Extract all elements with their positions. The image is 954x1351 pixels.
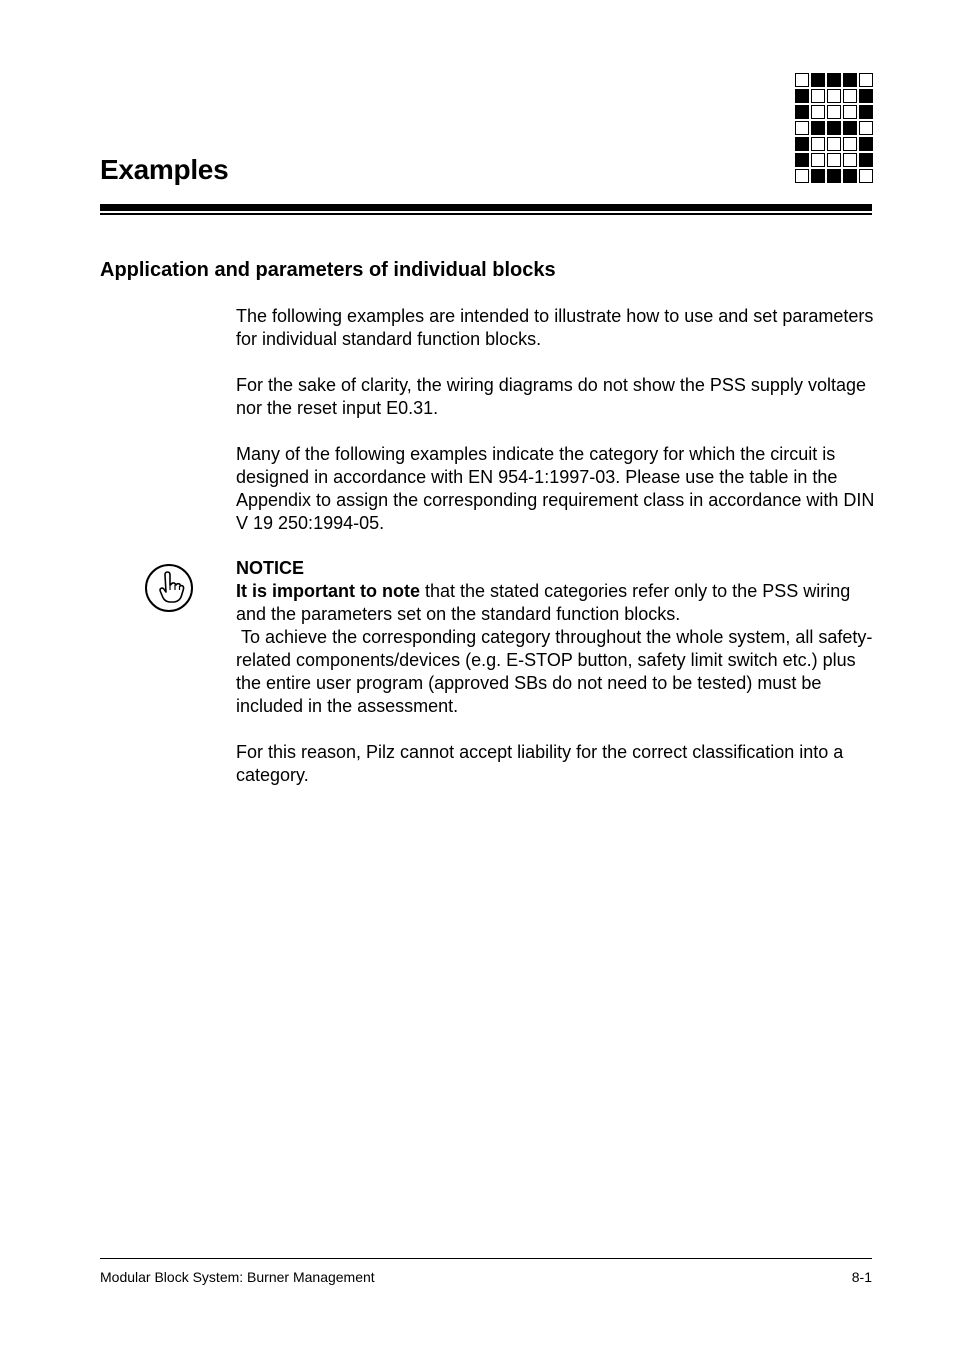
logo-cell <box>811 153 825 167</box>
notice-lead-rest: that the stated categories refer only to the PSS wiring and the parameters set on the standard function blocks. <box>236 581 851 624</box>
logo-cell <box>811 121 825 135</box>
notice-title: NOTICE <box>236 558 305 578</box>
logo-cell <box>795 121 809 135</box>
notice-block <box>236 557 876 787</box>
notice-detail: To achieve the corresponding category throughout the whole system, all safety-related components/devices (e.g. E-STOP button, safety limit switch etc.) plus the entire user program (approved SBs do not need to be tested) must be included in the assessment. <box>236 627 873 716</box>
logo-cell <box>843 121 857 135</box>
logo-cell <box>811 89 825 103</box>
chapter-logo-grid <box>795 73 875 184</box>
logo-cell <box>843 137 857 151</box>
logo-cell <box>827 137 841 151</box>
title-rule-thick <box>100 204 872 211</box>
logo-cell <box>811 137 825 151</box>
logo-cell <box>811 105 825 119</box>
logo-cell <box>795 89 809 103</box>
page-title: Examples <box>100 154 229 185</box>
logo-cell <box>827 89 841 103</box>
logo-cell <box>843 169 857 183</box>
logo-cell <box>859 137 873 151</box>
logo-cell <box>843 105 857 119</box>
logo-cell <box>859 153 873 167</box>
notice-lead-bold: It is important to note <box>236 581 420 601</box>
pointing-hand-icon <box>144 563 194 613</box>
logo-cell <box>795 105 809 119</box>
footer-document-title: Modular Block System: Burner Management <box>100 1269 375 1285</box>
logo-cell <box>859 105 873 119</box>
logo-cell <box>843 89 857 103</box>
logo-cell <box>827 105 841 119</box>
logo-cell <box>795 169 809 183</box>
logo-cell <box>827 121 841 135</box>
logo-cell <box>859 89 873 103</box>
logo-cell <box>827 153 841 167</box>
logo-cell <box>811 73 825 87</box>
footer-page-number: 8-1 <box>851 1269 872 1285</box>
logo-cell <box>795 137 809 151</box>
footer-rule <box>100 1258 872 1259</box>
logo-cell <box>811 169 825 183</box>
section-heading: Application and parameters of individual blocks <box>100 259 556 281</box>
logo-cell <box>859 73 873 87</box>
logo-cell <box>827 73 841 87</box>
logo-cell <box>859 121 873 135</box>
body-text <box>236 305 876 810</box>
logo-cell <box>827 169 841 183</box>
logo-cell <box>843 153 857 167</box>
notice-lead <box>236 580 876 626</box>
logo-cell <box>843 73 857 87</box>
logo-cell <box>859 169 873 183</box>
title-rule-thin <box>100 213 872 215</box>
paragraph-category: Many of the following examples indicate the category for which the circuit is designed in accordance with EN 954-1:1997-03. Please use the table in the Appendix to assign the corresponding requirement class in accordance with DIN V 19 250:1994-05. <box>236 444 875 533</box>
logo-cell <box>795 153 809 167</box>
logo-cell <box>795 73 809 87</box>
notice-closing: For this reason, Pilz cannot accept liability for the correct classification into a category. <box>236 742 844 785</box>
paragraph-wiring: For the sake of clarity, the wiring diagrams do not show the PSS supply voltage nor the reset input E0.31. <box>236 375 866 418</box>
paragraph-intro: The following examples are intended to illustrate how to use and set parameters for individual standard function blocks. <box>236 306 874 349</box>
